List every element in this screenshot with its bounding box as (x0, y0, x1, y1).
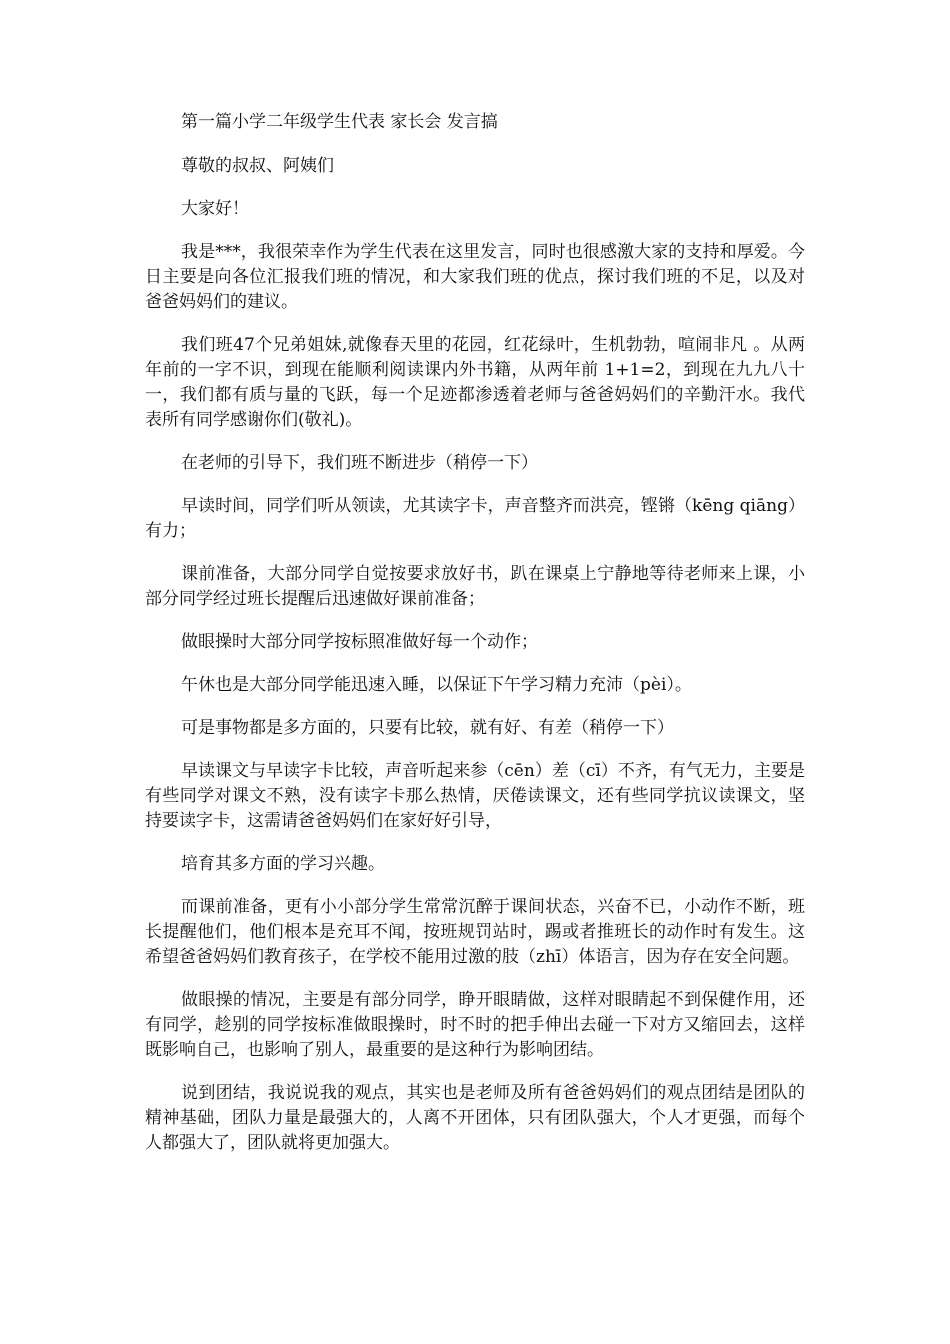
paragraph-salutation: 尊敬的叔叔、阿姨们 (181, 156, 334, 176)
paragraph-interest: 培育其多方面的学习兴趣。 (181, 854, 385, 874)
paragraph-reading-comparison: 早读课文与早读字卡比较，声音听起来参（cēn）差（cī）不齐，有气无力，主要是有些同学对课文不熟，没有读字卡那么热情，厌倦读课文，还有些同学抗议读课文，坚持要读字卡，这需请爸爸妈妈们在家好好引导， (145, 761, 805, 831)
paragraph-nap: 午休也是大部分同学能迅速入睡，以保证下午学习精力充沛（pèi）。 (181, 675, 692, 695)
paragraph-unity: 说到团结，我说说我的观点，其实也是老师及所有爸爸妈妈们的观点团结是团队的精神基础，团队力量是最强大的，人离不开团体，只有团队强大，个人才更强，而每个人都强大了，团队就将更加强大。 (145, 1083, 805, 1153)
paragraph-class-preparation: 课前准备，大部分同学自觉按要求放好书，趴在课桌上宁静地等待老师来上课，小部分同学经过班长提醒后迅速做好课前准备； (145, 564, 805, 609)
paragraph-transition: 可是事物都是多方面的，只要有比较，就有好、有差（稍停一下） (181, 718, 674, 738)
paragraph-morning-reading: 早读时间，同学们听从领读，尤其读字卡，声音整齐而洪亮，铿锵（kēng qiāng）有力； (145, 496, 805, 541)
document-title: 第一篇小学二年级学生代表 家长会 发言搞 (181, 112, 498, 132)
paragraph-class-overview: 我们班47个兄弟姐妹,就像春天里的花园，红花绿叶，生机勃勃，喧闹非凡 。从两年前的一字不识，到现在能顺利阅读课内外书籍，从两年前 1+1=2，到现在九九八十一，我们都有质与量的飞跃，每一个足迹都渗透着老师与爸爸妈妈们的辛勤汗水。我代表所有同学感谢你们(敬礼)。 (145, 335, 805, 430)
paragraph-introduction: 我是***，我很荣幸作为学生代表在这里发言，同时也很感激大家的支持和厚爱。今日主要是向各位汇报我们班的情况，和大家我们班的优点，探讨我们班的不足，以及对爸爸妈妈们的建议。 (145, 242, 805, 312)
paragraph-eye-exercise: 做眼操时大部分同学按标照准做好每一个动作； (181, 632, 538, 652)
paragraph-preparation-issues: 而课前准备，更有小小部分学生常常沉醉于课间状态，兴奋不已，小动作不断，班长提醒他们，他们根本是充耳不闻，按班规罚站时，踢或者推班长的动作时有发生。这希望爸爸妈妈们教育孩子，在学校不能用过激的肢（zhī）体语言，因为存在安全问题。 (145, 897, 805, 967)
paragraph-greeting: 大家好！ (181, 199, 249, 219)
document-body (145, 110, 805, 1174)
paragraph-eye-exercise-issues: 做眼操的情况，主要是有部分同学，睁开眼睛做，这样对眼睛起不到保健作用，还有同学，趁别的同学按标准做眼操时，时不时的把手伸出去碰一下对方又缩回去，这样既影响自己，也影响了别人，最重要的是这种行为影响团结。 (145, 990, 805, 1060)
paragraph-progress: 在老师的引导下，我们班不断进步（稍停一下） (181, 453, 538, 473)
